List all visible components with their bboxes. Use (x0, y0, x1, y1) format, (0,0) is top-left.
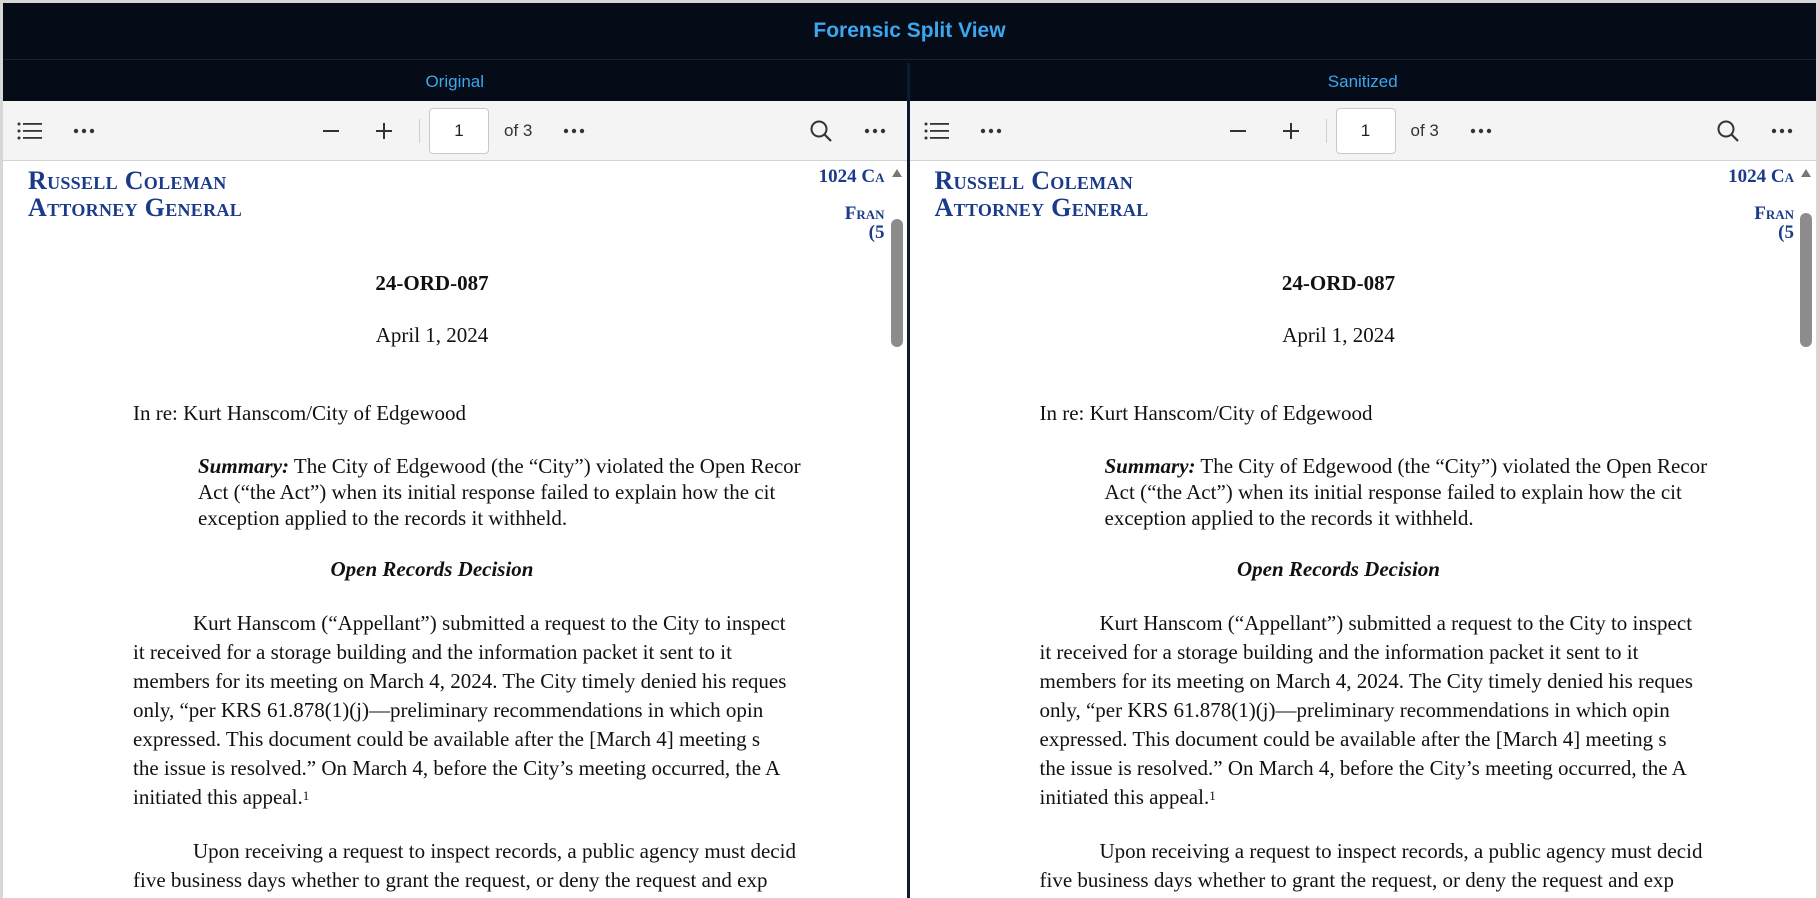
pane-label: Sanitized (910, 63, 1817, 101)
address-line: (5 (1778, 222, 1794, 243)
paragraph-line: initiated this appeal. (133, 785, 303, 809)
address-line: Fran (844, 203, 885, 224)
in-re-line: In re: Kurt Hanscom/City of Edgewood (133, 401, 467, 425)
address-line: (5 (868, 222, 885, 243)
footnote-ref[interactable]: 1 (1209, 788, 1216, 803)
summary-text: The City of Edgewood (the “City”) violated the Open Recor (289, 454, 801, 478)
letterhead-title: Attorney General (28, 193, 243, 222)
paragraph-line: members for its meeting on March 4, 2024. The City timely denied his reques (1039, 669, 1693, 693)
paragraph-line: Kurt Hanscom (“Appellant”) submitted a request to the City to inspect (193, 611, 786, 635)
ellipsis-icon[interactable] (563, 128, 585, 134)
order-number: 24-ORD-087 (1281, 271, 1396, 295)
paragraph-line: it received for a storage building and the information packet it sent to it (1039, 640, 1639, 664)
minus-icon[interactable] (321, 121, 341, 141)
ellipsis-icon[interactable] (73, 128, 95, 134)
pane-label: Original (3, 63, 907, 101)
scroll-thumb[interactable] (1800, 213, 1812, 347)
plus-icon[interactable] (374, 121, 394, 141)
scroll-up-arrow-icon[interactable] (1801, 169, 1811, 177)
paragraph-line: expressed. This document could be available after the [March 4] meeting s (1039, 727, 1667, 751)
paragraph-line: initiated this appeal. (1039, 785, 1210, 809)
pane-original (3, 63, 910, 898)
title-bar (3, 3, 1816, 60)
address-line: 1024 Ca (818, 166, 885, 187)
ellipsis-icon[interactable] (1771, 128, 1793, 134)
summary-text: The City of Edgewood (the “City”) violated the Open Recor (1195, 454, 1708, 478)
body-paragraph (1040, 837, 1703, 895)
minus-icon[interactable] (1228, 121, 1248, 141)
search-icon[interactable] (1716, 119, 1740, 143)
page-number-input[interactable] (1336, 108, 1396, 154)
search-icon[interactable] (809, 119, 833, 143)
plus-icon[interactable] (1281, 121, 1301, 141)
scroll-thumb[interactable] (891, 219, 903, 347)
paragraph-line: five business days whether to grant the request, or deny the request and exp (1039, 868, 1674, 892)
split-panes (3, 63, 1816, 898)
paragraph-line: Kurt Hanscom (“Appellant”) submitted a request to the City to inspect (1099, 611, 1693, 635)
body-paragraph (1040, 609, 1693, 812)
letterhead-name: Russell Coleman (934, 166, 1134, 195)
paragraph-line: expressed. This document could be available after the [March 4] meeting s (133, 727, 761, 751)
paragraph-line: the issue is resolved.” On March 4, before the City’s meeting occurred, the A (133, 756, 781, 780)
summary-block (1105, 453, 1708, 531)
letterhead-address (1728, 167, 1794, 242)
vertical-scrollbar[interactable] (885, 161, 907, 898)
body-paragraph (133, 837, 796, 895)
vertical-scrollbar[interactable] (1794, 161, 1816, 898)
letterhead (935, 167, 1149, 221)
ellipsis-icon[interactable] (980, 128, 1002, 134)
letterhead-title: Attorney General (934, 193, 1149, 222)
summary-text: Act (“the Act”) when its initial response failed to explain how the cit (1104, 480, 1682, 504)
summary-text: Act (“the Act”) when its initial response failed to explain how the cit (198, 480, 776, 504)
paragraph-line: Upon receiving a request to inspect records, a public agency must decid (193, 839, 796, 863)
decision-date: April 1, 2024 (375, 323, 489, 347)
letterhead (28, 167, 242, 221)
body-paragraph (133, 609, 786, 812)
order-number: 24-ORD-087 (375, 271, 489, 295)
ellipsis-icon[interactable] (1470, 128, 1492, 134)
decision-heading: Open Records Decision (1237, 557, 1440, 581)
document-viewport[interactable] (3, 161, 907, 898)
paragraph-line: the issue is resolved.” On March 4, before the City’s meeting occurred, the A (1039, 756, 1687, 780)
summary-block (198, 453, 801, 531)
document-page (3, 161, 885, 898)
address-line: Fran (1754, 203, 1794, 224)
list-icon[interactable] (17, 121, 43, 141)
paragraph-line: members for its meeting on March 4, 2024. The City timely denied his reques (133, 669, 787, 693)
letterhead-address (819, 167, 885, 242)
footnote-ref[interactable]: 1 (302, 788, 310, 803)
list-icon[interactable] (924, 121, 950, 141)
summary-text: exception applied to the records it withheld. (198, 506, 568, 530)
paragraph-line: five business days whether to grant the request, or deny the request and exp (133, 868, 768, 892)
address-line: 1024 Ca (1728, 166, 1794, 187)
summary-label: Summary: (198, 454, 290, 478)
letterhead-name: Russell Coleman (28, 166, 227, 195)
pdf-toolbar (3, 101, 907, 161)
paragraph-line: Upon receiving a request to inspect records, a public agency must decid (1099, 839, 1703, 863)
app-title: Forensic Split View (813, 19, 1006, 42)
in-re-line: In re: Kurt Hanscom/City of Edgewood (1039, 401, 1373, 425)
pane-sanitized (910, 63, 1817, 898)
decision-heading: Open Records Decision (330, 557, 534, 581)
paragraph-line: it received for a storage building and the information packet it sent to it (133, 640, 732, 664)
page-count: of 3 (1410, 120, 1439, 140)
document-page (910, 161, 1795, 898)
page-count: of 3 (504, 120, 533, 140)
decision-date: April 1, 2024 (1282, 323, 1395, 347)
summary-text: exception applied to the records it withheld. (1104, 506, 1474, 530)
summary-label: Summary: (1104, 454, 1196, 478)
toolbar-separator (419, 119, 420, 143)
scroll-up-arrow-icon[interactable] (892, 169, 902, 177)
paragraph-line: only, “per KRS 61.878(1)(j)—preliminary recommendations in which opin (1039, 698, 1670, 722)
document-viewport[interactable] (910, 161, 1817, 898)
ellipsis-icon[interactable] (864, 128, 886, 134)
paragraph-line: only, “per KRS 61.878(1)(j)—preliminary recommendations in which opin (133, 698, 764, 722)
toolbar-separator (1326, 119, 1327, 143)
page-number-input[interactable] (429, 108, 489, 154)
pdf-toolbar (910, 101, 1817, 161)
